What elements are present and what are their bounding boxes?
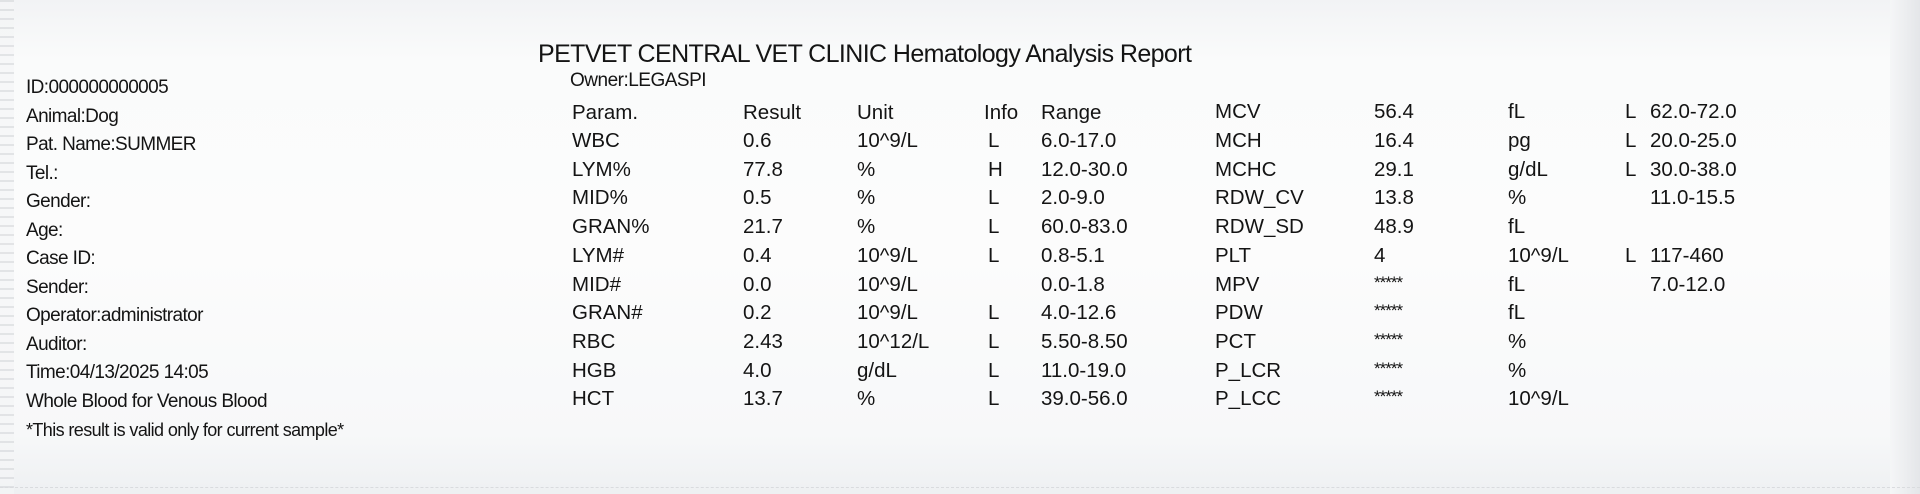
flag-indicator: L [1625,157,1637,181]
patient-tel: Tel.: [26,162,58,184]
reference-range: 7.0-12.0 [1650,272,1726,296]
result-unit: fL [1508,215,1526,239]
reference-range: 117-460 [1650,243,1724,267]
result-unit: 10^9/L [857,129,918,152]
param-name: MCHC [1215,157,1277,181]
result-value: 77.8 [743,157,783,181]
sample-type: Whole Blood for Venous Blood [26,390,267,412]
flag-indicator: L [988,129,1000,152]
reference-range: 2.0-9.0 [1041,186,1105,210]
flag-indicator: L [1625,243,1637,267]
result-unit: pg [1508,129,1531,152]
result-value: 2.43 [743,329,783,353]
header-range: Range [1041,101,1102,124]
reference-range: 62.0-72.0 [1650,100,1737,124]
reference-range: 30.0-38.0 [1650,157,1737,181]
result-unit: fL [1508,100,1526,124]
header-info: Info [984,101,1019,124]
reference-range: 0.0-1.8 [1041,272,1105,296]
patient-gender: Gender: [26,191,91,212]
table-row [0,129,1920,158]
result-unit: 10^9/L [1508,387,1569,411]
result-value: 29.1 [1374,157,1414,181]
patient-case-id: Case ID: [26,248,96,269]
patient-time: Time:04/13/2025 14:05 [26,362,209,383]
result-unit: 10^9/L [857,301,918,325]
result-unit: 10^12/L [857,329,930,353]
result-value: ***** [1374,301,1403,321]
param-name: MID# [572,272,621,296]
result-value: ***** [1374,329,1403,349]
result-value: ***** [1374,387,1403,407]
result-value: ***** [1374,358,1403,378]
flag-indicator: L [1625,100,1637,124]
param-name: RDW_CV [1215,186,1304,210]
table-row [0,158,1920,187]
reference-range: 20.0-25.0 [1650,129,1737,152]
result-value: 0.0 [743,272,772,296]
reference-range: 60.0-83.0 [1041,215,1128,239]
flag-indicator: L [1625,129,1637,152]
param-name: MCV [1215,100,1261,124]
result-value: 0.5 [743,186,772,210]
paper-bottom-rule [0,487,1920,488]
flag-indicator: H [988,157,1003,181]
patient-animal: Animal:Dog [26,105,119,127]
flag-indicator: L [988,243,1000,267]
result-unit: g/dL [857,358,897,382]
result-unit: % [1508,329,1527,353]
header-unit: Unit [857,101,894,124]
table-row [0,186,1920,215]
result-unit: % [1508,358,1527,382]
patient-operator: Operator:administrator [26,305,203,326]
reference-range: 4.0-12.6 [1041,301,1117,325]
flag-indicator: L [988,301,1000,325]
param-name: LYM% [572,157,631,181]
result-value: 4.0 [743,358,772,382]
result-unit: % [857,157,876,181]
table-row [0,359,1920,388]
param-name: HGB [572,358,617,382]
validity-note: *This result is valid only for current sample* [26,420,344,440]
result-unit: 10^9/L [1508,243,1569,267]
header-param: Param. [572,101,639,124]
result-value: 0.2 [743,301,772,325]
param-name: RBC [572,329,616,353]
param-name: GRAN% [572,215,650,239]
result-unit: fL [1508,272,1526,296]
param-name: P_LCC [1215,387,1282,411]
result-value: 21.7 [743,215,783,239]
param-name: PDW [1215,301,1263,325]
patient-sender: Sender: [26,276,89,298]
param-name: MID% [572,186,628,210]
reference-range: 12.0-30.0 [1041,157,1128,181]
reference-range: 6.0-17.0 [1041,129,1117,152]
flag-indicator: L [988,186,1000,210]
param-name: PCT [1215,329,1256,353]
flag-indicator: L [988,358,1000,382]
table-row [0,387,1920,416]
reference-range: 11.0-15.5 [1650,186,1736,210]
param-name: MCH [1215,129,1262,152]
owner-line: Owner:LEGASPI [570,70,707,91]
result-value: 13.8 [1374,186,1414,210]
result-value: 56.4 [1374,100,1414,124]
reference-range: 39.0-56.0 [1041,387,1128,411]
result-unit: % [857,387,876,411]
param-name: LYM# [572,243,625,267]
table-row [0,100,1920,129]
result-value: 0.6 [743,129,772,152]
result-value: ***** [1374,272,1403,292]
param-name: MPV [1215,272,1260,296]
reference-range: 11.0-19.0 [1041,358,1127,382]
result-unit: % [857,215,876,239]
patient-age: Age: [26,219,63,241]
result-unit: 10^9/L [857,272,918,296]
flag-indicator: L [988,329,1000,353]
reference-range: 0.8-5.1 [1041,243,1105,267]
patient-id: ID:000000000005 [26,77,169,98]
param-name: P_LCR [1215,358,1282,382]
table-row [0,215,1920,244]
table-row [0,244,1920,273]
result-value: 16.4 [1374,129,1414,152]
flag-indicator: L [988,387,1000,411]
param-name: WBC [572,129,620,152]
result-unit: 10^9/L [857,243,918,267]
param-name: PLT [1215,243,1252,267]
result-value: 0.4 [743,243,772,267]
result-unit: fL [1508,301,1526,325]
header-result: Result [743,101,802,124]
patient-name: Pat. Name:SUMMER [26,134,196,155]
result-value: 13.7 [743,387,783,411]
result-value: 4 [1374,243,1386,267]
table-row [0,301,1920,330]
param-name: GRAN# [572,301,643,325]
report-title: PETVET CENTRAL VET CLINIC Hematology Analysis Report [538,40,1192,68]
result-value: 48.9 [1374,215,1414,239]
param-name: RDW_SD [1215,215,1304,239]
param-name: HCT [572,387,615,411]
result-unit: % [1508,186,1527,210]
result-unit: % [857,186,876,210]
table-row [0,273,1920,302]
flag-indicator: L [988,215,1000,239]
reference-range: 5.50-8.50 [1041,329,1128,353]
table-row [0,330,1920,359]
result-unit: g/dL [1508,157,1548,181]
patient-auditor: Auditor: [26,333,87,355]
